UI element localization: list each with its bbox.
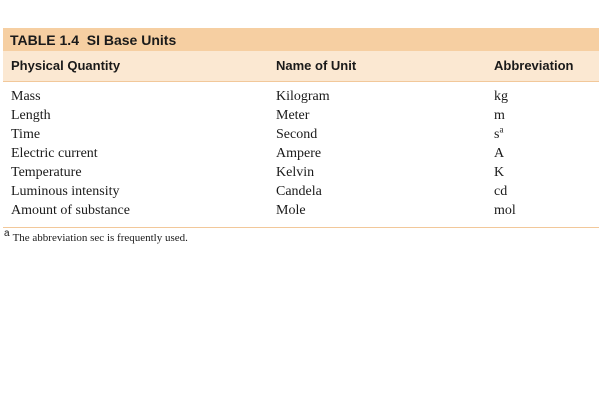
cell-abbreviation	[494, 108, 505, 124]
abbr-text: K	[494, 165, 505, 180]
footnote-mark: a	[4, 228, 10, 240]
cell-abbreviation	[494, 184, 507, 200]
cell-abbreviation	[494, 89, 508, 105]
cell-quantity: Amount of substance	[11, 203, 130, 218]
footnote-text: The abbreviation sec is frequently used.	[12, 232, 188, 244]
abbr-text: A	[494, 146, 505, 161]
table-footnote	[4, 228, 188, 244]
cell-abbreviation	[494, 146, 504, 162]
cell-unit: Mole	[276, 203, 306, 218]
cell-quantity: Time	[11, 127, 41, 142]
abbr-text: cd	[494, 184, 508, 199]
cell-unit: Meter	[276, 108, 310, 123]
abbr-text: mol	[494, 203, 516, 218]
cell-unit: Kilogram	[276, 89, 330, 104]
table-row	[3, 145, 599, 164]
table-body	[3, 82, 599, 228]
table-row	[3, 183, 599, 202]
cell-quantity: Electric current	[11, 146, 98, 161]
abbr-text: kg	[494, 89, 508, 104]
abbr-text: m	[494, 108, 505, 123]
cell-abbreviation	[494, 165, 504, 181]
cell-unit: Candela	[276, 184, 322, 199]
header-name-of-unit: Name of Unit	[276, 58, 357, 73]
table-title: TABLE 1.4 SI Base Units	[10, 31, 177, 48]
table-row	[3, 88, 599, 107]
cell-unit: Kelvin	[276, 165, 315, 180]
cell-abbreviation	[494, 203, 516, 219]
table-row	[3, 164, 599, 183]
footnote-marker: a	[499, 124, 504, 135]
cell-quantity: Luminous intensity	[11, 184, 120, 199]
table-title-bar	[3, 28, 599, 51]
table-row	[3, 202, 599, 221]
cell-quantity: Length	[11, 108, 51, 123]
cell-quantity: Temperature	[11, 165, 82, 180]
cell-quantity: Mass	[11, 89, 41, 104]
table-row	[3, 107, 599, 126]
table-header-row	[3, 51, 599, 82]
abbr-text: s	[494, 127, 500, 142]
cell-abbreviation	[494, 124, 504, 143]
cell-unit: Second	[276, 127, 318, 142]
si-units-table	[3, 28, 599, 228]
header-abbreviation: Abbreviation	[494, 58, 574, 73]
cell-unit: Ampere	[276, 146, 322, 161]
table-row	[3, 126, 599, 145]
header-physical-quantity: Physical Quantity	[11, 58, 121, 73]
